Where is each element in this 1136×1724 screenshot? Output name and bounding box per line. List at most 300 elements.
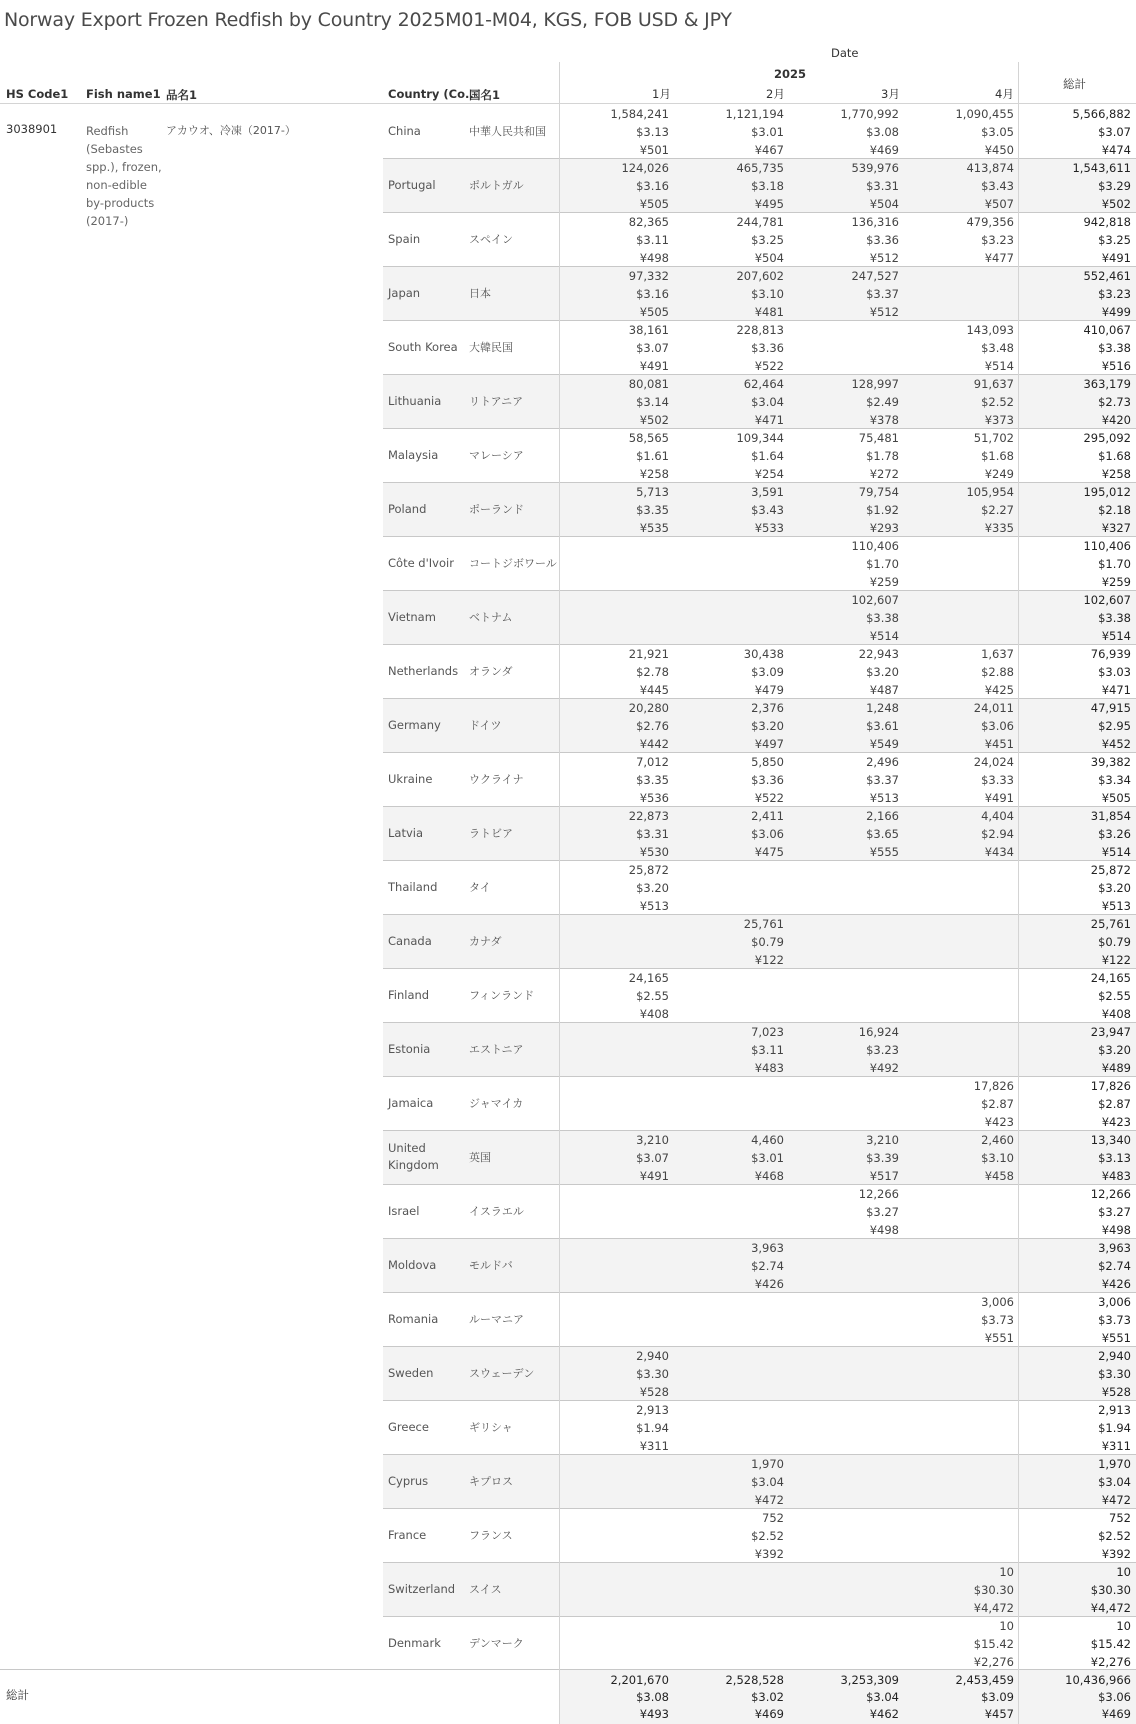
- month-header-3[interactable]: 3月: [881, 87, 900, 101]
- total-kgs-value: 752: [1109, 1511, 1131, 1525]
- total-jpy-price: ¥491: [1101, 251, 1131, 265]
- country-name[interactable]: Vietnam: [388, 609, 436, 624]
- total-jpy-price: ¥505: [1101, 791, 1131, 805]
- grand-kgs-value: 2,201,670: [610, 1673, 669, 1687]
- fish-name-jp: アカウオ、冷凍（2017-）: [166, 124, 296, 137]
- usd-price: $3.31: [866, 179, 899, 193]
- jpy-price: ¥468: [754, 1169, 784, 1183]
- kgs-value: 2,411: [751, 809, 784, 823]
- jpy-price: ¥505: [639, 305, 669, 319]
- kgs-value: 2,496: [866, 755, 899, 769]
- grand-total-label: 総計: [6, 1688, 29, 1702]
- grand-jpy-price: ¥493: [639, 1707, 669, 1721]
- jpy-price: ¥477: [984, 251, 1014, 265]
- jpy-price: ¥501: [639, 143, 669, 157]
- kgs-value: 1,637: [981, 647, 1014, 661]
- jpy-price: ¥495: [754, 197, 784, 211]
- grand-total-jpy: ¥469: [1101, 1707, 1131, 1721]
- kgs-value: 20,280: [628, 701, 669, 715]
- total-usd-price: $3.04: [1098, 1475, 1131, 1489]
- kgs-value: 143,093: [966, 323, 1014, 337]
- country-name-jp[interactable]: ウクライナ: [469, 773, 524, 786]
- country-name[interactable]: Sweden: [388, 1365, 434, 1380]
- total-usd-price: $3.38: [1098, 341, 1131, 355]
- usd-price: $2.78: [636, 665, 669, 679]
- kgs-value: 752: [762, 1511, 784, 1525]
- total-jpy-price: ¥4,472: [1090, 1601, 1131, 1615]
- total-usd-price: $3.27: [1098, 1205, 1131, 1219]
- jpy-price: ¥514: [869, 629, 899, 643]
- usd-price: $3.43: [981, 179, 1014, 193]
- usd-price: $3.38: [866, 611, 899, 625]
- jpy-price: ¥497: [754, 737, 784, 751]
- total-usd-price: $0.79: [1098, 935, 1131, 949]
- usd-price: $3.61: [866, 719, 899, 733]
- usd-price: $1.68: [981, 449, 1014, 463]
- grand-usd-price: $3.09: [981, 1690, 1014, 1704]
- total-usd-price: $2.18: [1098, 503, 1131, 517]
- usd-price: $3.04: [751, 395, 784, 409]
- usd-price: $1.94: [636, 1421, 669, 1435]
- usd-price: $3.36: [751, 341, 784, 355]
- country-name-jp[interactable]: コートジボワール: [469, 557, 557, 570]
- kgs-value: 12,266: [858, 1187, 899, 1201]
- country-name-jp[interactable]: オランダ: [469, 665, 513, 678]
- country-name[interactable]: United Kingdom: [388, 1141, 439, 1172]
- kgs-value: 38,161: [628, 323, 669, 337]
- kgs-value: 7,012: [636, 755, 669, 769]
- total-jpy-price: ¥423: [1101, 1115, 1131, 1129]
- jpy-price: ¥502: [639, 413, 669, 427]
- country-name-jp[interactable]: 日本: [469, 287, 491, 300]
- kgs-value: 5,850: [751, 755, 784, 769]
- country-name[interactable]: Israel: [388, 1203, 420, 1218]
- usd-price: $1.64: [751, 449, 784, 463]
- jpy-price: ¥512: [869, 251, 899, 265]
- kgs-value: 124,026: [621, 161, 669, 175]
- country-name-jp[interactable]: フランス: [469, 1529, 513, 1542]
- country-name[interactable]: Portugal: [388, 177, 436, 192]
- kgs-value: 75,481: [858, 431, 899, 445]
- kgs-value: 2,940: [636, 1349, 669, 1363]
- hs-code: 3038901: [6, 122, 58, 136]
- country-name-jp[interactable]: スペイン: [469, 233, 513, 246]
- total-jpy-price: ¥2,276: [1090, 1655, 1131, 1669]
- usd-price: $3.30: [636, 1367, 669, 1381]
- total-jpy-price: ¥392: [1101, 1547, 1131, 1561]
- usd-price: $3.11: [636, 233, 669, 247]
- total-kgs-value: 195,012: [1083, 485, 1131, 499]
- total-kgs-value: 12,266: [1090, 1187, 1131, 1201]
- jpy-price: ¥392: [754, 1547, 784, 1561]
- country-name[interactable]: France: [388, 1527, 427, 1542]
- country-name-jp[interactable]: ドイツ: [469, 719, 502, 732]
- total-jpy-price: ¥514: [1101, 629, 1131, 643]
- country-name[interactable]: Poland: [388, 501, 427, 516]
- total-kgs-value: 410,067: [1083, 323, 1131, 337]
- month-header-2[interactable]: 2月: [766, 87, 785, 101]
- jpy-price: ¥513: [869, 791, 899, 805]
- grand-kgs-value: 3,253,309: [840, 1673, 899, 1687]
- col-header-hs-code[interactable]: HS Code1: [6, 87, 69, 101]
- usd-price: $30.30: [973, 1583, 1014, 1597]
- total-usd-price: $1.94: [1098, 1421, 1131, 1435]
- usd-price: $2.27: [981, 503, 1014, 517]
- total-kgs-value: 3,963: [1098, 1241, 1131, 1255]
- total-kgs-value: 24,165: [1090, 971, 1131, 985]
- jpy-price: ¥483: [754, 1061, 784, 1075]
- total-jpy-price: ¥516: [1101, 359, 1131, 373]
- jpy-price: ¥505: [639, 197, 669, 211]
- usd-price: $3.31: [636, 827, 669, 841]
- jpy-price: ¥513: [639, 899, 669, 913]
- country-name[interactable]: Spain: [388, 231, 421, 246]
- jpy-price: ¥258: [639, 467, 669, 481]
- kgs-value: 3,006: [981, 1295, 1014, 1309]
- country-name-jp[interactable]: フィンランド: [469, 989, 535, 1002]
- jpy-price: ¥469: [869, 143, 899, 157]
- country-name[interactable]: China: [388, 123, 421, 138]
- usd-price: $2.88: [981, 665, 1014, 679]
- kgs-value: 247,527: [851, 269, 899, 283]
- jpy-price: ¥434: [984, 845, 1014, 859]
- country-name-jp[interactable]: キプロス: [469, 1475, 513, 1488]
- jpy-price: ¥2,276: [973, 1655, 1014, 1669]
- country-name-jp[interactable]: 英国: [469, 1151, 491, 1164]
- total-usd-price: $3.29: [1098, 179, 1131, 193]
- usd-price: $2.87: [981, 1097, 1014, 1111]
- total-kgs-value: 552,461: [1083, 269, 1131, 283]
- total-usd-price: $2.87: [1098, 1097, 1131, 1111]
- total-kgs-value: 1,543,611: [1072, 161, 1131, 175]
- total-jpy-price: ¥408: [1101, 1007, 1131, 1021]
- grand-total-kgs: 10,436,966: [1065, 1673, 1131, 1687]
- country-name-jp[interactable]: カナダ: [469, 935, 502, 948]
- total-usd-price: $3.03: [1098, 665, 1131, 679]
- usd-price: $3.07: [636, 341, 669, 355]
- country-name-jp[interactable]: タイ: [469, 881, 491, 894]
- usd-price: $3.08: [866, 125, 899, 139]
- jpy-price: ¥293: [869, 521, 899, 535]
- country-name-jp[interactable]: デンマーク: [469, 1637, 524, 1650]
- total-kgs-value: 39,382: [1090, 755, 1131, 769]
- usd-price: $3.35: [636, 773, 669, 787]
- kgs-value: 16,924: [858, 1025, 899, 1039]
- grand-kgs-value: 2,453,459: [955, 1673, 1014, 1687]
- kgs-value: 24,011: [973, 701, 1014, 715]
- kgs-value: 4,460: [751, 1133, 784, 1147]
- country-name-jp[interactable]: モルドバ: [469, 1259, 513, 1272]
- country-name-jp[interactable]: ベトナム: [469, 611, 513, 624]
- kgs-value: 25,761: [743, 917, 784, 931]
- total-kgs-value: 31,854: [1090, 809, 1131, 823]
- grand-kgs-value: 2,528,528: [725, 1673, 784, 1687]
- total-kgs-value: 5,566,882: [1072, 107, 1131, 121]
- usd-price: $3.13: [636, 125, 669, 139]
- kgs-value: 128,997: [851, 377, 899, 391]
- country-name[interactable]: Romania: [388, 1311, 439, 1326]
- total-jpy-price: ¥489: [1101, 1061, 1131, 1075]
- total-jpy-price: ¥426: [1101, 1277, 1131, 1291]
- jpy-price: ¥528: [639, 1385, 669, 1399]
- kgs-value: 10: [999, 1565, 1014, 1579]
- usd-price: $3.35: [636, 503, 669, 517]
- total-kgs-value: 13,340: [1090, 1133, 1131, 1147]
- total-jpy-price: ¥311: [1101, 1439, 1131, 1453]
- kgs-value: 82,365: [628, 215, 669, 229]
- total-usd-price: $15.42: [1090, 1637, 1131, 1651]
- total-usd-price: $1.70: [1098, 557, 1131, 571]
- total-kgs-value: 17,826: [1090, 1079, 1131, 1093]
- country-name-jp[interactable]: ラトビア: [469, 827, 513, 840]
- usd-price: $3.37: [866, 773, 899, 787]
- usd-price: $3.23: [981, 233, 1014, 247]
- month-header-1[interactable]: 1月: [652, 87, 671, 101]
- total-usd-price: $30.30: [1090, 1583, 1131, 1597]
- total-header[interactable]: 総計: [1063, 77, 1086, 91]
- country-name-jp[interactable]: リトアニア: [469, 395, 524, 408]
- total-kgs-value: 3,006: [1098, 1295, 1131, 1309]
- jpy-price: ¥536: [639, 791, 669, 805]
- usd-price: $2.49: [866, 395, 899, 409]
- jpy-price: ¥504: [869, 197, 899, 211]
- country-name-jp[interactable]: マレーシア: [469, 449, 524, 462]
- col-header-fish-name[interactable]: Fish name1: [86, 87, 161, 101]
- jpy-price: ¥426: [754, 1277, 784, 1291]
- country-name-jp[interactable]: ギリシャ: [469, 1421, 513, 1434]
- month-header-4[interactable]: 4月: [995, 87, 1014, 101]
- country-name-jp[interactable]: ジャマイカ: [469, 1097, 524, 1110]
- usd-price: $3.06: [751, 827, 784, 841]
- country-name-jp[interactable]: 中華人民共和国: [469, 125, 546, 138]
- total-kgs-value: 2,940: [1098, 1349, 1131, 1363]
- country-name[interactable]: Canada: [388, 933, 432, 948]
- jpy-price: ¥522: [754, 791, 784, 805]
- jpy-price: ¥378: [869, 413, 899, 427]
- kgs-value: 465,735: [736, 161, 784, 175]
- country-name[interactable]: Côte d'Ivoir: [388, 555, 454, 570]
- kgs-value: 24,024: [973, 755, 1014, 769]
- jpy-price: ¥512: [869, 305, 899, 319]
- country-name[interactable]: Moldova: [388, 1257, 437, 1272]
- kgs-value: 62,464: [743, 377, 784, 391]
- jpy-price: ¥498: [639, 251, 669, 265]
- grand-jpy-price: ¥457: [984, 1707, 1014, 1721]
- kgs-value: 51,702: [973, 431, 1014, 445]
- total-kgs-value: 10: [1116, 1565, 1131, 1579]
- total-usd-price: $3.38: [1098, 611, 1131, 625]
- kgs-value: 1,584,241: [610, 107, 669, 121]
- country-name-jp[interactable]: ルーマニア: [469, 1313, 524, 1326]
- jpy-price: ¥423: [984, 1115, 1014, 1129]
- total-jpy-price: ¥472: [1101, 1493, 1131, 1507]
- jpy-price: ¥425: [984, 683, 1014, 697]
- usd-price: $0.79: [751, 935, 784, 949]
- kgs-value: 413,874: [966, 161, 1014, 175]
- usd-price: $3.20: [866, 665, 899, 679]
- total-jpy-price: ¥259: [1101, 575, 1131, 589]
- country-name[interactable]: Estonia: [388, 1041, 431, 1056]
- country-name[interactable]: Thailand: [388, 879, 438, 894]
- country-name[interactable]: Latvia: [388, 825, 424, 840]
- usd-price: $1.61: [636, 449, 669, 463]
- total-usd-price: $3.13: [1098, 1151, 1131, 1165]
- usd-price: $3.01: [751, 125, 784, 139]
- date-header[interactable]: Date: [831, 46, 859, 60]
- usd-price: $3.01: [751, 1151, 784, 1165]
- country-name[interactable]: Germany: [388, 717, 441, 732]
- usd-price: $1.70: [866, 557, 899, 571]
- jpy-price: ¥507: [984, 197, 1014, 211]
- country-name-jp[interactable]: エストニア: [469, 1043, 524, 1056]
- divider-total-left: [1018, 62, 1019, 1724]
- jpy-price: ¥408: [639, 1007, 669, 1021]
- country-name[interactable]: Denmark: [388, 1635, 441, 1650]
- col-header-country[interactable]: Country (Co..: [388, 87, 474, 101]
- jpy-price: ¥517: [869, 1169, 899, 1183]
- total-kgs-value: 10: [1116, 1619, 1131, 1633]
- kgs-value: 21,921: [628, 647, 669, 661]
- usd-price: $3.27: [866, 1205, 899, 1219]
- usd-price: $3.23: [866, 1043, 899, 1057]
- jpy-price: ¥491: [984, 791, 1014, 805]
- country-name-jp[interactable]: ポルトガル: [469, 179, 524, 192]
- total-usd-price: $3.30: [1098, 1367, 1131, 1381]
- kgs-value: 1,970: [751, 1457, 784, 1471]
- country-name[interactable]: Ukraine: [388, 771, 433, 786]
- country-name[interactable]: Netherlands: [388, 663, 459, 678]
- country-name[interactable]: Finland: [388, 987, 430, 1002]
- kgs-value: 3,210: [866, 1133, 899, 1147]
- country-name[interactable]: South Korea: [388, 339, 458, 354]
- country-name-jp[interactable]: イスラエル: [469, 1205, 524, 1218]
- usd-price: $3.36: [866, 233, 899, 247]
- grand-usd-price: $3.04: [866, 1690, 899, 1704]
- jpy-price: ¥451: [984, 737, 1014, 751]
- kgs-value: 1,770,992: [840, 107, 899, 121]
- usd-price: $3.73: [981, 1313, 1014, 1327]
- usd-price: $3.37: [866, 287, 899, 301]
- jpy-price: ¥487: [869, 683, 899, 697]
- usd-price: $2.76: [636, 719, 669, 733]
- total-kgs-value: 110,406: [1083, 539, 1131, 553]
- kgs-value: 1,248: [866, 701, 899, 715]
- total-jpy-price: ¥122: [1101, 953, 1131, 967]
- jpy-price: ¥272: [869, 467, 899, 481]
- kgs-value: 539,976: [851, 161, 899, 175]
- country-name[interactable]: Lithuania: [388, 393, 442, 408]
- kgs-value: 136,316: [851, 215, 899, 229]
- kgs-value: 22,873: [628, 809, 669, 823]
- total-usd-price: $2.73: [1098, 395, 1131, 409]
- total-usd-price: $3.20: [1098, 1043, 1131, 1057]
- page-title: Norway Export Frozen Redfish by Country 2025M01-M04, KGS, FOB USD & JPY: [4, 9, 732, 31]
- jpy-price: ¥373: [984, 413, 1014, 427]
- total-usd-price: $3.23: [1098, 287, 1131, 301]
- usd-price: $3.20: [636, 881, 669, 895]
- country-name[interactable]: Jamaica: [388, 1095, 434, 1110]
- year-header[interactable]: 2025: [774, 67, 807, 81]
- kgs-value: 228,813: [736, 323, 784, 337]
- kgs-value: 24,165: [628, 971, 669, 985]
- total-jpy-price: ¥528: [1101, 1385, 1131, 1399]
- jpy-price: ¥445: [639, 683, 669, 697]
- total-usd-price: $2.55: [1098, 989, 1131, 1003]
- jpy-price: ¥467: [754, 143, 784, 157]
- jpy-price: ¥522: [754, 359, 784, 373]
- usd-price: $3.39: [866, 1151, 899, 1165]
- jpy-price: ¥530: [639, 845, 669, 859]
- kgs-value: 5,713: [636, 485, 669, 499]
- col-header-jp-name[interactable]: 品名1: [166, 88, 198, 102]
- kgs-value: 1,121,194: [725, 107, 784, 121]
- country-name-jp[interactable]: スイス: [469, 1583, 502, 1596]
- usd-price: $3.48: [981, 341, 1014, 355]
- country-name[interactable]: Switzerland: [388, 1581, 456, 1596]
- country-name[interactable]: Greece: [388, 1419, 429, 1434]
- jpy-price: ¥471: [754, 413, 784, 427]
- jpy-price: ¥254: [754, 467, 784, 481]
- total-usd-price: $3.26: [1098, 827, 1131, 841]
- total-jpy-price: ¥258: [1101, 467, 1131, 481]
- kgs-value: 91,637: [973, 377, 1014, 391]
- total-kgs-value: 47,915: [1090, 701, 1131, 715]
- total-usd-price: $3.25: [1098, 233, 1131, 247]
- country-name-jp[interactable]: 大韓民国: [469, 341, 513, 354]
- total-usd-price: $3.20: [1098, 881, 1131, 895]
- total-kgs-value: 1,970: [1098, 1457, 1131, 1471]
- kgs-value: 79,754: [858, 485, 899, 499]
- jpy-price: ¥498: [869, 1223, 899, 1237]
- kgs-value: 479,356: [966, 215, 1014, 229]
- jpy-price: ¥311: [639, 1439, 669, 1453]
- jpy-price: ¥549: [869, 737, 899, 751]
- col-header-country-jp[interactable]: 国名1: [469, 88, 501, 102]
- usd-price: $2.52: [751, 1529, 784, 1543]
- total-jpy-price: ¥502: [1101, 197, 1131, 211]
- jpy-price: ¥442: [639, 737, 669, 751]
- country-name-jp[interactable]: ポーランド: [469, 503, 524, 516]
- grand-total-usd: $3.06: [1098, 1690, 1131, 1704]
- country-name[interactable]: Malaysia: [388, 447, 439, 462]
- usd-price: $3.11: [751, 1043, 784, 1057]
- total-usd-price: $1.68: [1098, 449, 1131, 463]
- total-jpy-price: ¥474: [1101, 143, 1131, 157]
- usd-price: $3.04: [751, 1475, 784, 1489]
- usd-price: $3.33: [981, 773, 1014, 787]
- jpy-price: ¥458: [984, 1169, 1014, 1183]
- country-name[interactable]: Cyprus: [388, 1473, 429, 1488]
- country-name[interactable]: Japan: [388, 285, 421, 300]
- jpy-price: ¥335: [984, 521, 1014, 535]
- jpy-price: ¥479: [754, 683, 784, 697]
- usd-price: $1.78: [866, 449, 899, 463]
- usd-price: $2.74: [751, 1259, 784, 1273]
- total-kgs-value: 942,818: [1083, 215, 1131, 229]
- total-jpy-price: ¥327: [1101, 521, 1131, 535]
- total-kgs-value: 76,939: [1090, 647, 1131, 661]
- kgs-value: 2,166: [866, 809, 899, 823]
- total-jpy-price: ¥499: [1101, 305, 1131, 319]
- usd-price: $3.20: [751, 719, 784, 733]
- total-jpy-price: ¥420: [1101, 413, 1131, 427]
- total-kgs-value: 25,872: [1090, 863, 1131, 877]
- jpy-price: ¥4,472: [973, 1601, 1014, 1615]
- usd-price: $3.43: [751, 503, 784, 517]
- usd-price: $3.16: [636, 179, 669, 193]
- country-name-jp[interactable]: スウェーデン: [469, 1367, 535, 1380]
- usd-price: $3.65: [866, 827, 899, 841]
